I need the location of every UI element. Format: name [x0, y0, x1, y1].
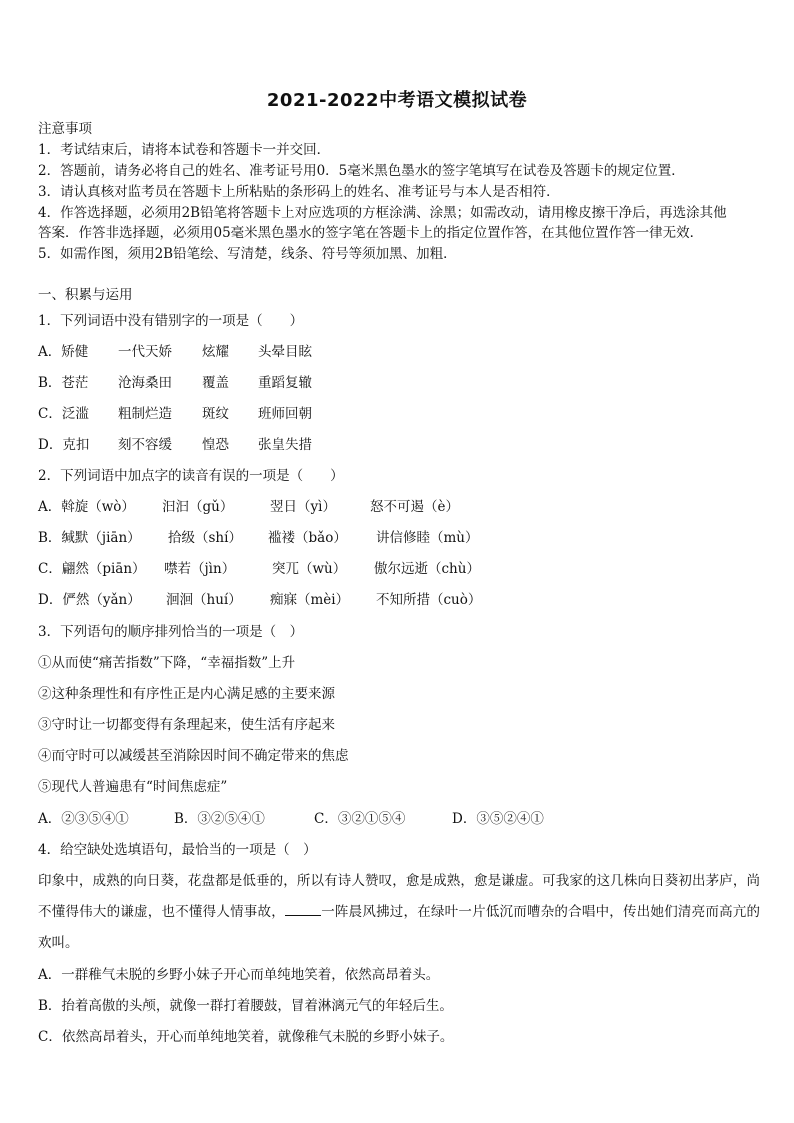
q3-option-d: D．③⑤②④①	[452, 811, 544, 827]
option-word: 突兀（wù）	[272, 561, 347, 577]
option-word: 翌日（yì）	[270, 499, 336, 515]
option-word: 斑纹	[202, 406, 229, 422]
option-word: 拾级（shí）	[168, 530, 242, 546]
option-word: 刻不容缓	[118, 437, 172, 453]
q3-sentence: ④而守时可以减缓甚至消除因时间不确定带来的焦虑	[38, 748, 349, 764]
option-word: 沧海桑田	[118, 375, 172, 391]
option-word: 褴褛（bǎo）	[268, 530, 347, 546]
option-word: 汩汩（gǔ）	[162, 499, 234, 515]
option-word: 噤若（jìn）	[164, 561, 236, 577]
option-word: 痴寐（mèi）	[270, 592, 350, 608]
option-word: 惶恐	[202, 437, 229, 453]
option-word: 洄洄（huí）	[166, 592, 242, 608]
q3-option-b: B．③②⑤④①	[174, 811, 265, 827]
option-word: 不知所措（cuò）	[376, 592, 482, 608]
notice-item: 1．考试结束后，请将本试卷和答题卡一并交回．	[38, 142, 331, 158]
q3-sentence: ③守时让一切都变得有条理起来，使生活有序起来	[38, 717, 335, 733]
option-word: D．克扣	[38, 437, 90, 453]
notice-item: 4．作答选择题，必须用2B铅笔将答题卡上对应选项的方框涂满、涂黑；如需改动，请用橡皮擦干净后，再选涂其他	[38, 205, 727, 221]
question-4-stem: 4．给空缺处选填语句，最恰当的一项是（ ）	[38, 842, 317, 858]
q3-option-c: C．③②①⑤④	[314, 811, 406, 827]
q3-option-a: A．②③⑤④①	[38, 811, 129, 827]
section-heading: 一、积累与运用	[38, 287, 133, 303]
option-word: B．缄默（jiān）	[38, 530, 141, 546]
q4-passage-after: 一阵晨风拂过，在绿叶一片低沉而嘈杂的合唱中，传出她们清亮而高亢的欢叫。	[38, 904, 761, 951]
q4-option-c: C．依然高昂着头，开心而单纯地笑着，就像稚气未脱的乡野小妹子。	[38, 1029, 454, 1045]
notice-item: 5．如需作图，须用2B铅笔绘、写清楚，线条、符号等须加黑、加粗．	[38, 246, 457, 262]
option-word: 讲信修睦（mù）	[376, 530, 479, 546]
q4-passage	[38, 866, 760, 959]
question-1-stem: 1．下列词语中没有错别字的一项是（ ）	[38, 313, 304, 329]
option-word: C．泛滥	[38, 406, 89, 422]
option-word: 张皇失措	[258, 437, 312, 453]
option-word: A．斡旋（wò）	[38, 499, 135, 515]
fill-blank	[285, 903, 321, 916]
q4-passage-before: 印象中，成熟的向日葵，花盘都是低垂的，所以有诗人赞叹，愈是成熟，愈是谦虚。可我家的这几株向日葵初出茅庐，尚不懂得伟大的谦虚，也不懂得人情事故，	[38, 873, 760, 920]
notice-item: 2．答题前，请务必将自己的姓名、准考证号用0．5毫米黑色墨水的签字笔填写在试卷及答题卡的规定位置．	[38, 163, 685, 179]
option-word: 粗制烂造	[118, 406, 172, 422]
option-word: 覆盖	[202, 375, 229, 391]
q4-option-b: B．抬着高傲的头颅，就像一群打着腰鼓，冒着淋漓元气的年轻后生。	[38, 998, 453, 1014]
option-word: A．矫健	[38, 344, 89, 360]
option-word: 怒不可遏（è）	[370, 499, 459, 515]
page-title: 2021-2022中考语文模拟试卷	[266, 90, 528, 111]
notice-item: 3．请认真核对监考员在答题卡上所粘贴的条形码上的姓名、准考证号与本人是否相符．	[38, 184, 560, 200]
notice-heading: 注意事项	[38, 121, 92, 137]
option-word: C．翩然（piān）	[38, 561, 146, 577]
option-word: 炫耀	[202, 344, 229, 360]
option-word: 班师回朝	[258, 406, 312, 422]
notice-item: 答案．作答非选择题，必须用05毫米黑色墨水的签字笔在答题卡上的指定位置作答，在其他位置作答一律无效．	[38, 225, 704, 241]
q3-sentence: ⑤现代人普遍患有“时间焦虑症”	[38, 779, 228, 795]
question-2-stem: 2．下列词语中加点字的读音有误的一项是（ ）	[38, 468, 344, 484]
q4-option-a: A．一群稚气未脱的乡野小妹子开心而单纯地笑着，依然高昂着头。	[38, 967, 440, 983]
q3-sentence: ②这种条理性和有序性正是内心满足感的主要来源	[38, 686, 335, 702]
option-word: 傲尔远逝（chù）	[374, 561, 480, 577]
q3-sentence: ①从而使“痛苦指数”下降，“幸福指数”上升	[38, 655, 296, 671]
option-word: B．苍茫	[38, 375, 89, 391]
option-word: 一代天娇	[118, 344, 172, 360]
option-word: 头晕目眩	[258, 344, 312, 360]
option-word: 重蹈复辙	[258, 375, 312, 391]
question-3-stem: 3．下列语句的顺序排列恰当的一项是（ ）	[38, 624, 304, 640]
option-word: D．俨然（yǎn）	[38, 592, 141, 608]
